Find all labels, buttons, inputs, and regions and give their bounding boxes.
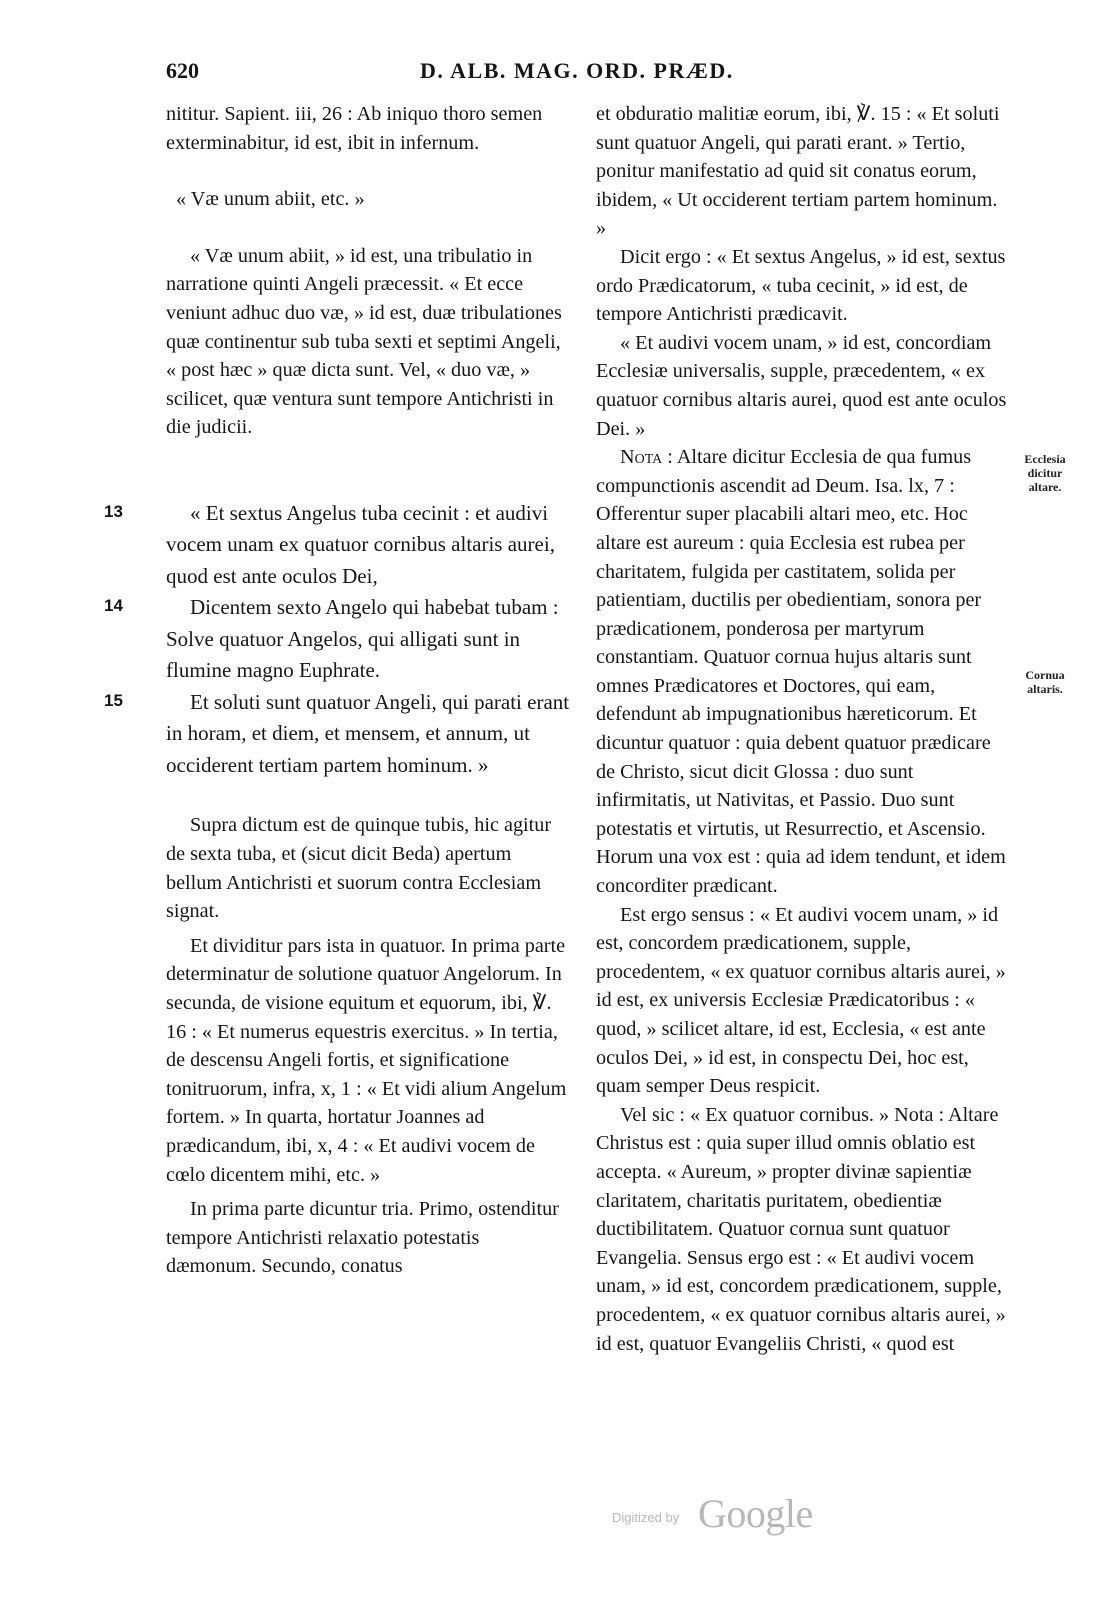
running-head: D. ALB. MAG. ORD. PRÆD. bbox=[420, 58, 734, 83]
left-paragraph-6: In prima parte dicuntur tria. Primo, ostenditur tempore Antichristi relaxatio potestatis dæmonum. Secundo, conatus bbox=[166, 1198, 559, 1278]
right-paragraph-4 bbox=[596, 443, 1008, 901]
nota-label: Nota bbox=[620, 446, 663, 469]
page-header bbox=[0, 58, 1096, 88]
verse-text: « Et sextus Angelus tuba cecinit : et audivi vocem unam ex quatuor cornibus altaris aurei, quod est ante oculos Dei, bbox=[166, 500, 555, 588]
left-paragraph-3: « Væ unum abiit, » id est, una tribulatio in narratione quinti Angeli præcessit. « Et ecce veniunt adhuc duo væ, » id est, duæ tribulationes quæ continentur sub tuba sexti et septimi Angeli, « post hæc » quæ dicta sunt. Vel, « duo væ, » scilicet, quæ ventura sunt tempore Antichristi in die judicii. bbox=[166, 244, 562, 439]
right-paragraph-2: Dicit ergo : « Et sextus Angelus, » id est, sextus ordo Prædicatorum, « tuba cecinit, » id est, de tempore Antichristi prædicavit. bbox=[596, 245, 1006, 326]
right-column bbox=[596, 100, 1008, 1358]
margin-note-ecclesia: Ecclesia dicitur altare. bbox=[1024, 452, 1066, 494]
right-paragraph-6: Vel sic : « Ex quatuor cornibus. » Nota : Altare Christus est : quia super illud omnis oblatio est accepta. « Aureum, » propter divinæ sapientiæ claritatem, charitatis puritatem, obedientiæ ductibilitatem. Quatuor cornua sunt quatuor Evangelia. Sensus ergo est : « Et audivi vocem unam, » id est, concordem prædicationem, supple, procedentem, « ex quatuor cornibus altaris aurei, » id est, quatuor Evangeliis Christi, « quod est bbox=[596, 1103, 1006, 1355]
verse-number: 13 bbox=[104, 501, 123, 521]
left-column bbox=[104, 100, 572, 1281]
right-paragraph-4-text: : Altare dicitur Ecclesia de qua fumus compunctionis ascendit ad Deum. Isa. lx, 7 : Offerentur super placabili altari meo, etc. Hoc altare est aureum : quia Ecclesia est rubea per charitatem, fulgida per castitatem, solida per patientiam, ductilis per obedientiam, sonora per prædicationem, ponderosa per martyrum constantiam. Quatuor cornua hujus altaris sunt omnes Prædicatores et Doctores, qui eam, defendunt ab impugnationibus hæreticorum. Et dicuntur quatuor : quia debent quatuor prædicare de Christo, sicut dicit Glossa : duo sunt infirmitatis, ut Nativitas, et Passio. Duo sunt potestatis et virtutis, ut Resurrectio, et Ascensio. Horum una vox est : quia ad idem tendunt, et idem concorditer prædicant. bbox=[596, 446, 1006, 898]
left-paragraph-4: Supra dictum est de quinque tubis, hic agitur de sexta tuba, et (sicut dicit Beda) apertum bellum Antichristi et suorum contra Ecclesiam signat. bbox=[166, 814, 552, 923]
right-paragraph-5: Est ergo sensus : « Et audivi vocem unam, » id est, concordem prædicationem, supple, procedentem, « ex quatuor cornibus altaris aurei, » id est, ex universis Ecclesiæ Prædicatoribus : « quod, » scilicet altare, id est, Ecclesia, « est ante oculos Dei, » id est, in conspectu Dei, hoc est, quam semper Deus respicit. bbox=[596, 903, 1006, 1098]
left-paragraph-2: « Væ unum abiit, etc. » bbox=[176, 188, 365, 211]
verse-14 bbox=[104, 592, 572, 687]
verse-13 bbox=[104, 498, 572, 593]
margin-note-cornua: Cornua altaris. bbox=[1025, 668, 1065, 696]
google-logo: Google bbox=[698, 1491, 813, 1536]
left-paragraph-5: Et dividitur pars ista in quatuor. In prima parte determinatur de solutione quatuor Angelorum. In secunda, de visione equitum et equorum, ibi, ℣. 16 : « Et numerus equestris exercitus. » In tertia, de descensu Angeli fortis, et significatione tonitruorum, infra, x, 1 : « Et vidi alium Angelum fortem. » In quarta, hortatur Joannes ad prædicandum, ibi, x, 4 : « Et audivi vocem de cœlo dicentem mihi, etc. » bbox=[166, 934, 567, 1186]
left-paragraph-1: nititur. Sapient. iii, 26 : Ab iniquo thoro semen exterminabitur, id est, ibit in infernum. bbox=[166, 103, 543, 154]
verse-15 bbox=[104, 687, 572, 782]
verse-number: 15 bbox=[104, 690, 123, 710]
verse-number: 14 bbox=[104, 596, 123, 616]
right-paragraph-1: et obduratio malitiæ eorum, ibi, ℣. 15 : « Et soluti sunt quatuor Angeli, qui parati erant. » Tertio, ponitur manifestatio ad quid sit conatus eorum, ibidem, « Ut occiderent tertiam partem hominum. » bbox=[596, 103, 1000, 240]
digitized-watermark bbox=[612, 1490, 832, 1550]
verse-text: Et soluti sunt quatuor Angeli, qui parati erant in horam, et diem, et mensem, et annum, ut occiderent tertiam partem hominum. » bbox=[166, 689, 570, 777]
verse-text: Dicentem sexto Angelo qui habebat tubam : Solve quatuor Angelos, qui alligati sunt in flumine magno Euphrate. bbox=[166, 595, 559, 683]
right-paragraph-3: « Et audivi vocem unam, » id est, concordiam Ecclesiæ universalis, supple, præcedentem, « ex quatuor cornibus altaris aurei, quod est ante oculos Dei. » bbox=[596, 331, 1007, 440]
digitized-label: Digitized by bbox=[612, 1510, 680, 1525]
page-number: 620 bbox=[166, 58, 199, 83]
